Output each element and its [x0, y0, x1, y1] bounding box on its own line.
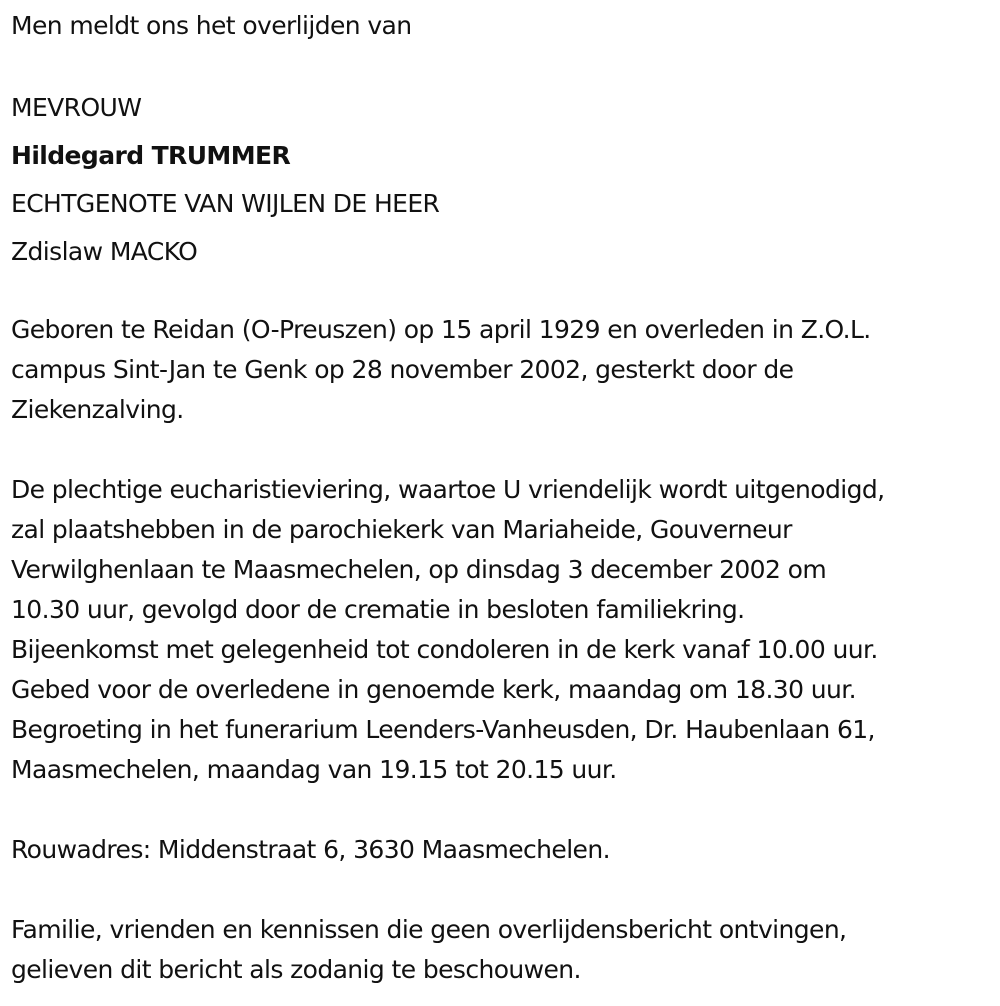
- paragraph-line: campus Sint-Jan te Genk op 28 november 2002, gesterkt door de: [11, 355, 794, 384]
- paragraph-line: Maasmechelen, maandag van 19.15 tot 20.15 uur.: [11, 755, 617, 784]
- spouse-name: Zdislaw MACKO: [11, 237, 198, 266]
- paragraph-line: Ziekenzalving.: [11, 395, 184, 424]
- paragraph-line: Bijeenkomst met gelegenheid tot condoleren in de kerk vanaf 10.00 uur.: [11, 635, 878, 664]
- deceased-name: Hildegard TRUMMER: [11, 141, 291, 170]
- paragraph-line: De plechtige eucharistieviering, waartoe U vriendelijk wordt uitgenodigd,: [11, 475, 885, 504]
- birth-death-paragraph: [11, 310, 871, 430]
- paragraph-line: zal plaatshebben in de parochiekerk van Mariaheide, Gouverneur: [11, 515, 792, 544]
- paragraph-line: 10.30 uur, gevolgd door de crematie in besloten familiekring.: [11, 595, 745, 624]
- deceased-block: [11, 84, 439, 276]
- mourning-address: Rouwadres: Middenstraat 6, 3630 Maasmechelen.: [11, 835, 610, 864]
- intro-text: Men meldt ons het overlijden van: [11, 11, 412, 40]
- paragraph-line: Begroeting in het funerarium Leenders-Vanheusden, Dr. Haubenlaan 61,: [11, 715, 875, 744]
- paragraph-line: Gebed voor de overledene in genoemde kerk, maandag om 18.30 uur.: [11, 675, 856, 704]
- family-note-paragraph: [11, 910, 846, 990]
- paragraph-line: gelieven dit bericht als zodanig te beschouwen.: [11, 955, 581, 984]
- address-paragraph: [11, 830, 610, 870]
- relation-text: ECHTGENOTE VAN WIJLEN DE HEER: [11, 189, 440, 218]
- ceremony-paragraph: [11, 470, 884, 790]
- paragraph-line: Familie, vrienden en kennissen die geen overlijdensbericht ontvingen,: [11, 915, 847, 944]
- paragraph-line: Geboren te Reidan (O-Preuszen) op 15 april 1929 en overleden in Z.O.L.: [11, 315, 871, 344]
- paragraph-line: Verwilghenlaan te Maasmechelen, op dinsdag 3 december 2002 om: [11, 555, 827, 584]
- deceased-title: MEVROUW: [11, 93, 142, 122]
